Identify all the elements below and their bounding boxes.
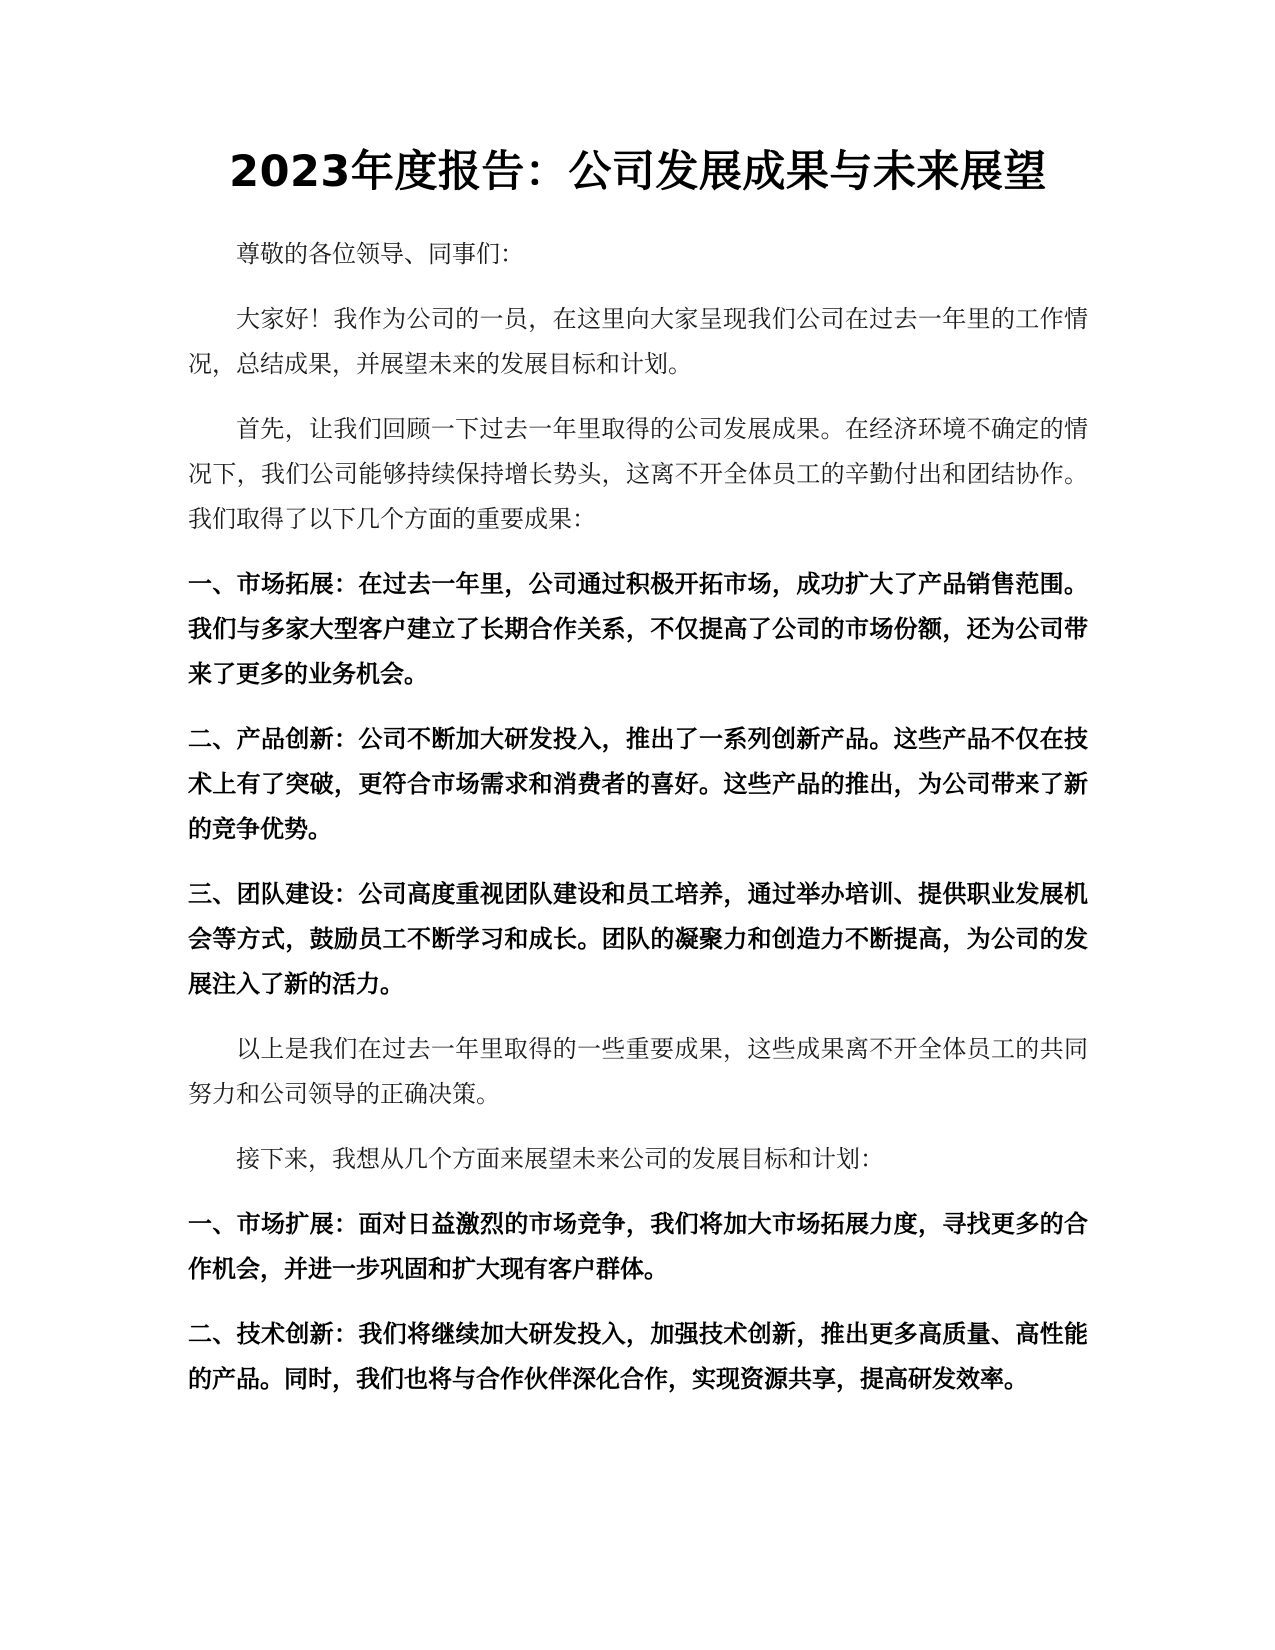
- page-title: 2023年度报告：公司发展成果与未来展望: [229, 147, 1047, 197]
- plan-market-paragraph: 一、市场扩展：面对日益激烈的市场竞争，我们将加大市场拓展力度，寻找更多的合作机会，并进一步巩固和扩大现有客户群体。: [188, 1210, 1088, 1283]
- document-body: [188, 140, 1088, 1422]
- achievement-team-paragraph: 三、团队建设：公司高度重视团队建设和员工培养，通过举办培训、提供职业发展机会等方式，鼓励员工不断学习和成长。团队的凝聚力和创造力不断提高，为公司的发展注入了新的活力。: [188, 880, 1088, 998]
- summary-paragraph: 以上是我们在过去一年里取得的一些重要成果，这些成果离不开全体员工的共同努力和公司领导的正确决策。: [188, 1035, 1088, 1108]
- outlook-intro-paragraph: 接下来，我想从几个方面来展望未来公司的发展目标和计划：: [236, 1145, 884, 1173]
- greeting-paragraph: 尊敬的各位领导、同事们：: [236, 240, 524, 268]
- achievement-market-paragraph: 一、市场拓展：在过去一年里，公司通过积极开拓市场，成功扩大了产品销售范围。我们与多家大型客户建立了长期合作关系，不仅提高了公司的市场份额，还为公司带来了更多的业务机会。: [188, 570, 1088, 688]
- intro-paragraph: 大家好！我作为公司的一员，在这里向大家呈现我们公司在过去一年里的工作情况，总结成果，并展望未来的发展目标和计划。: [188, 305, 1088, 378]
- achievement-product-paragraph: 二、产品创新：公司不断加大研发投入，推出了一系列创新产品。这些产品不仅在技术上有了突破，更符合市场需求和消费者的喜好。这些产品的推出，为公司带来了新的竞争优势。: [188, 725, 1088, 843]
- review-paragraph: 首先，让我们回顾一下过去一年里取得的公司发展成果。在经济环境不确定的情况下，我们公司能够持续保持增长势头，这离不开全体员工的辛勤付出和团结协作。我们取得了以下几个方面的重要成果：: [188, 415, 1088, 533]
- plan-technology-paragraph: 二、技术创新：我们将继续加大研发投入，加强技术创新，推出更多高质量、高性能的产品。同时，我们也将与合作伙伴深化合作，实现资源共享，提高研发效率。: [188, 1320, 1088, 1393]
